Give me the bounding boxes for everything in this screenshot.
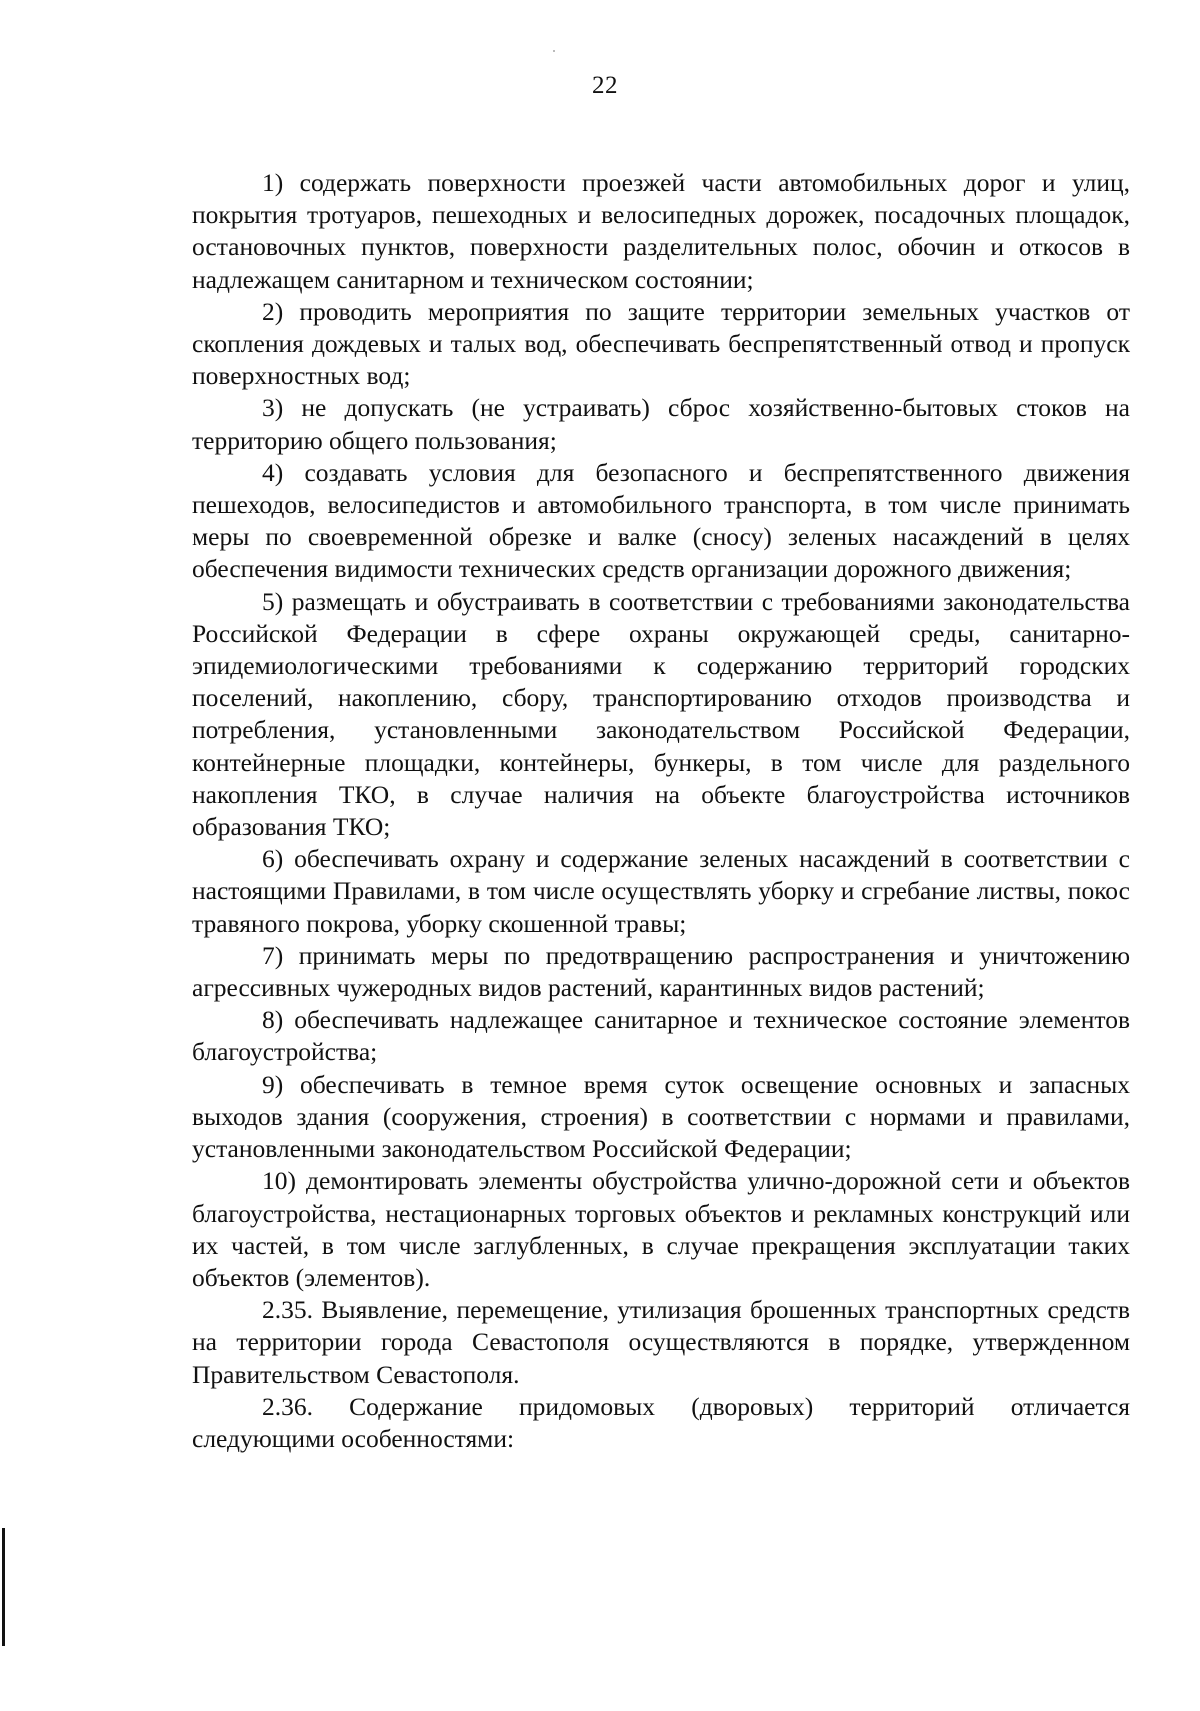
document-body (192, 167, 1130, 1455)
paragraph-item-6: 6) обеспечивать охрану и содержание зеленых насаждений в соответствии с настоящими Правилами, в том числе осуществлять уборку и сгребание листвы, покос травяного покрова, уборку скошенной травы; (192, 844, 1130, 938)
paragraph-item-7: 7) принимать меры по предотвращению распространения и уничтожению агрессивных чужеродных видов растений, карантинных видов растений; (192, 940, 1130, 1003)
paragraph-item-3: 3) не допускать (не устраивать) сброс хозяйственно-бытовых стоков на территорию общего пользования; (192, 393, 1130, 455)
binding-margin-line (2, 1528, 5, 1646)
scan-speck (553, 50, 555, 52)
clause-2-36: 2.36. Содержание придомовых (дворовых) территорий отличается следующими особенностями: (192, 1391, 1130, 1453)
paragraph-item-2: 2) проводить мероприятия по защите территории земельных участков от скопления дождевых и талых вод, обеспечивать беспрепятственный отвод и пропуск поверхностных вод; (192, 296, 1130, 391)
paragraph-item-5: 5) размещать и обустраивать в соответствии с требованиями законодательства Российской Федерации в сфере охраны окружающей среды, санитарно-эпидемиологическими требованиями к содержанию территорий городских поселений, накоплению, сбору, транспортированию отходов производства и потребления, установленными законодательством Российской Федерации, контейнерные площадки, контейнеры, бункеры, в том числе для раздельного накопления ТКО, в случае наличия на объекте благоустройства источников образования ТКО; (192, 586, 1130, 842)
clause-2-35: 2.35. Выявление, перемещение, утилизация брошенных транспортных средств на территории города Севастополя осуществляются в порядке, утвержденном Правительством Севастополя. (192, 1295, 1130, 1389)
paragraph-item-8: 8) обеспечивать надлежащее санитарное и техническое состояние элементов благоустройства; (192, 1005, 1130, 1067)
page-number: 22 (592, 72, 618, 99)
paragraph-item-1: 1) содержать поверхности проезжей части автомобильных дорог и улиц, покрытия тротуаров, пешеходных и велосипедных дорожек, посадочных площадок, остановочных пунктов, поверхности разделительных полос, обочин и откосов в надлежащем санитарном и техническом состоянии; (192, 168, 1130, 294)
paragraph-item-10: 10) демонтировать элементы обустройства улично-дорожной сети и объектов благоустройства, нестационарных торговых объектов и рекламных конструкций или их частей, в том числе заглубленных, в случае прекращения эксплуатации таких объектов (элементов). (192, 1166, 1130, 1292)
paragraph-item-4: 4) создавать условия для безопасного и беспрепятственного движения пешеходов, велосипедистов и автомобильного транспорта, в том числе принимать меры по своевременной обрезке и валке (сносу) зеленых насаждений в целях обеспечения видимости технических средств организации дорожного движения; (192, 457, 1130, 584)
paragraph-item-9: 9) обеспечивать в темное время суток освещение основных и запасных выходов здания (сооружения, строения) в соответствии с нормами и правилами, установленными законодательством Российской Федерации; (192, 1069, 1130, 1164)
